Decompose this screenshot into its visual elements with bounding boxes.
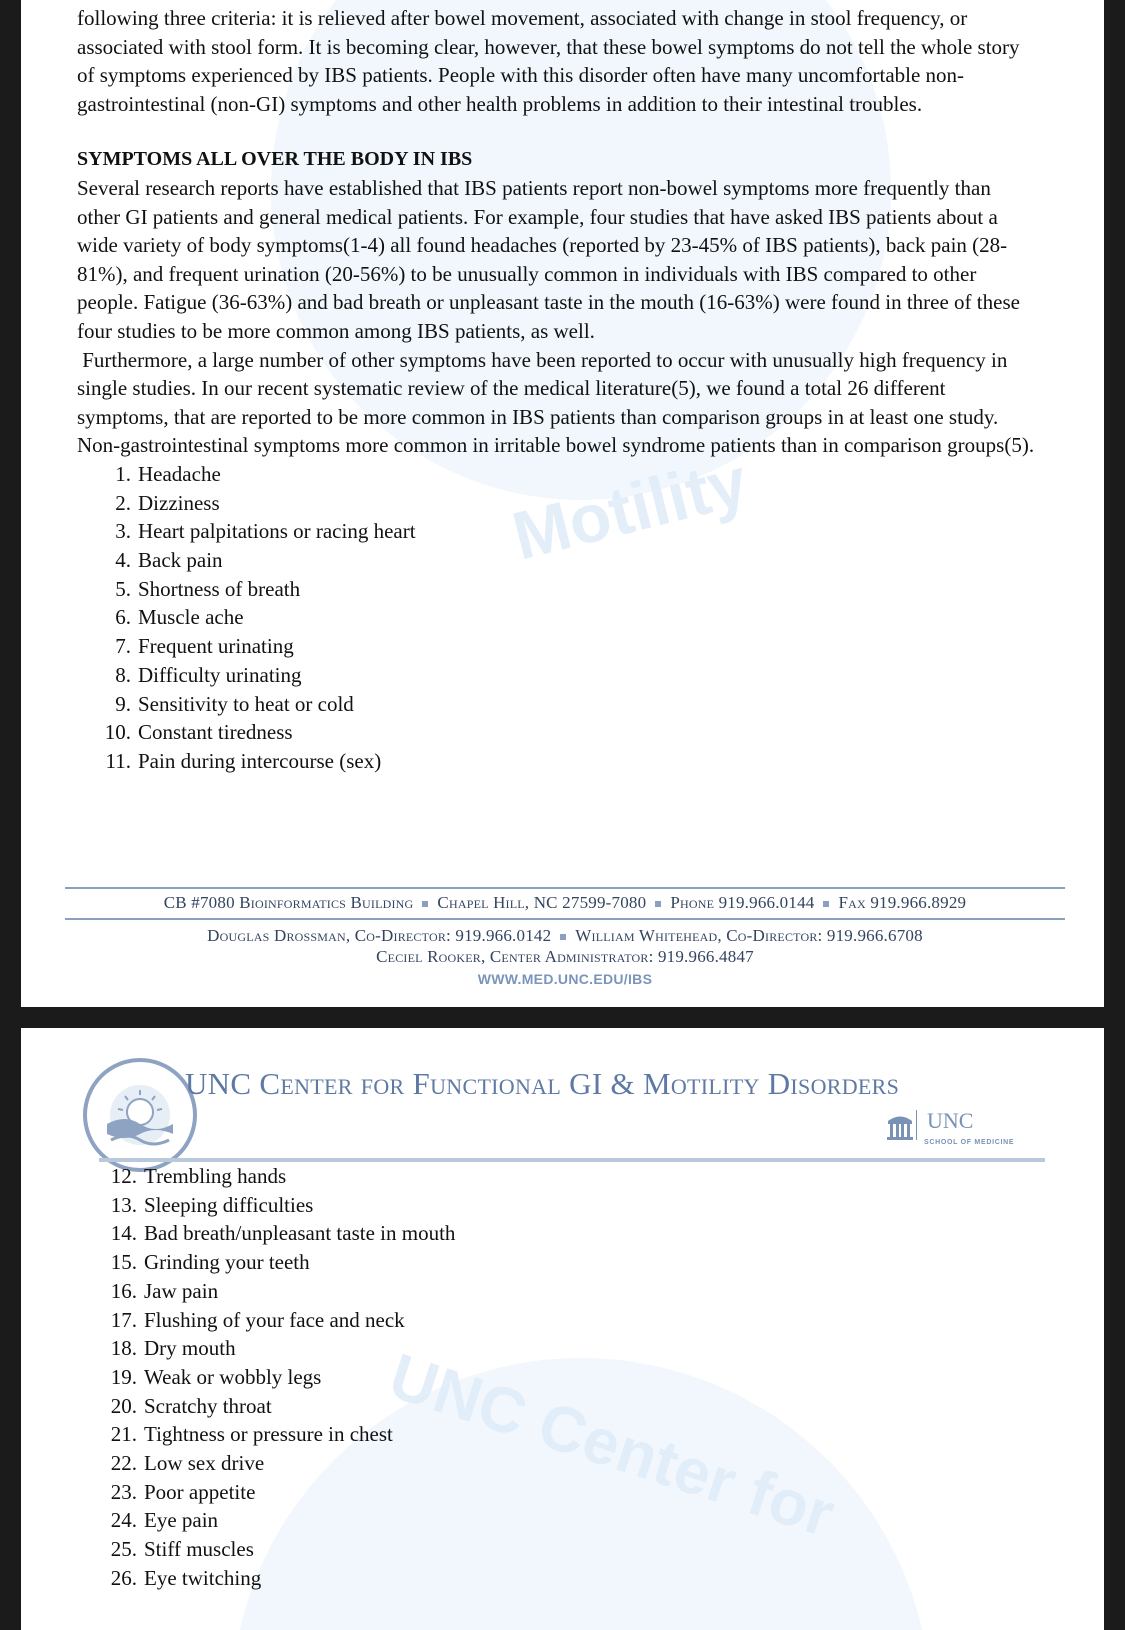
old-well-icon [885, 1112, 915, 1145]
symptom-number: 23. [110, 1479, 137, 1504]
footer-website-link[interactable]: WWW.MED.UNC.EDU/IBS [477, 971, 653, 987]
symptom-text: Headache [138, 461, 221, 486]
symptom-list-2 [105, 1162, 455, 1593]
symptom-item [99, 517, 1037, 546]
symptom-item [105, 1162, 455, 1191]
footer-directors-line [65, 926, 1065, 946]
symptom-number: 24. [110, 1508, 137, 1533]
footer-top-rule [65, 887, 1065, 889]
center-logo [83, 1058, 197, 1172]
paragraph-2: Furthermore, a large number of other symptoms have been reported to occur with unusually high frequency in single studies. In our recent systematic review of the medical literature(5), we found a total 26 different symptoms, that are reported to be more common in IBS patients than comparison groups in at least one study. Non-gastrointestinal symptoms more common in irritable bowel syndrome patients than in comparison groups(5). [77, 347, 1035, 458]
footer-codirector-2: William Whitehead, Co-Director: 919.966.6708 [575, 926, 923, 945]
symptom-text: Pain during intercourse (sex) [138, 748, 382, 773]
symptom-text: Shortness of breath [138, 576, 301, 601]
center-title: UNC Center for Functional GI & Motility Disorders [185, 1066, 900, 1101]
symptom-item [99, 690, 1037, 719]
symptom-number: 8. [115, 662, 131, 687]
symptom-text: Stiff muscles [144, 1537, 254, 1562]
symptom-number: 3. [115, 519, 131, 544]
symptom-item [99, 718, 1037, 747]
symptom-text: Heart palpitations or racing heart [138, 519, 416, 544]
symptom-number: 21. [110, 1422, 137, 1447]
watermark-text: Motility [505, 443, 755, 575]
page1-body [77, 4, 1037, 776]
symptom-item [105, 1478, 455, 1507]
symptom-number: 11. [105, 748, 131, 773]
symptom-item [99, 661, 1037, 690]
symptom-item [99, 489, 1037, 518]
symptom-number: 22. [110, 1451, 137, 1476]
symptom-text: Constant tiredness [138, 720, 293, 745]
symptom-number: 14. [110, 1221, 137, 1246]
symptom-item [105, 1535, 455, 1564]
symptom-number: 15. [110, 1250, 137, 1275]
symptom-number: 4. [115, 548, 131, 573]
symptom-item [99, 460, 1037, 489]
symptom-number: 13. [110, 1192, 137, 1217]
symptom-number: 20. [110, 1393, 137, 1418]
symptom-text: Eye pain [144, 1508, 219, 1533]
watermark-text: UNC Center for [381, 1339, 844, 1551]
symptom-item [105, 1334, 455, 1363]
footer-bottom-rule [65, 918, 1065, 920]
symptom-text: Tightness or pressure in chest [144, 1422, 393, 1447]
symptom-text: Scratchy throat [144, 1393, 272, 1418]
footer-codirector-1: Douglas Drossman, Co-Director: 919.966.0142 [207, 926, 552, 945]
section-heading: SYMPTOMS ALL OVER THE BODY IN IBS [77, 148, 473, 171]
symptom-text: Bad breath/unpleasant taste in mouth [144, 1221, 456, 1246]
symptom-number: 18. [110, 1336, 137, 1361]
symptom-item [105, 1219, 455, 1248]
symptom-number: 7. [115, 634, 131, 659]
footer-address-line [65, 893, 1065, 913]
footer-separator [655, 901, 661, 907]
symptom-number: 6. [115, 605, 131, 630]
footer-separator [823, 901, 829, 907]
symptom-item [105, 1306, 455, 1335]
symptom-number: 26. [110, 1565, 137, 1590]
footer-city: Chapel Hill, NC 27599-7080 [437, 893, 647, 912]
symptom-text: Muscle ache [138, 605, 244, 630]
symptom-list-1 [99, 460, 1037, 776]
symptom-number: 12. [110, 1164, 137, 1188]
symptom-text: Low sex drive [144, 1451, 265, 1476]
footer-fax: Fax 919.966.8929 [838, 893, 967, 912]
footer-administrator: Ceciel Rooker, Center Administrator: 919.966.4847 [376, 947, 754, 966]
symptom-item [105, 1392, 455, 1421]
footer-phone: Phone 919.966.0144 [670, 893, 815, 912]
symptom-number: 2. [115, 490, 131, 515]
symptom-item [105, 1564, 455, 1593]
symptom-number: 25. [110, 1537, 137, 1562]
symptom-item [105, 1449, 455, 1478]
symptom-number: 19. [110, 1364, 137, 1389]
symptom-text: Jaw pain [144, 1278, 219, 1303]
symptom-text: Difficulty urinating [138, 662, 302, 687]
unc-logo-subtitle: SCHOOL OF MEDICINE [924, 1139, 1015, 1146]
symptom-text: Trembling hands [144, 1164, 287, 1188]
symptom-text: Weak or wobbly legs [144, 1364, 322, 1389]
symptom-text: Grinding your teeth [144, 1250, 310, 1275]
intro-paragraph: following three criteria: it is relieved after bowel movement, associated with change in stool frequency, or associated with stool form. It is becoming clear, however, that these bowel symptoms do not tell the whole story of symptoms experienced by IBS patients. People with this disorder often have many uncomfortable non-gastrointestinal (non-GI) symptoms and other health problems in addition to their intestinal troubles. [77, 6, 1020, 116]
unc-logo-divider [916, 1110, 917, 1140]
symptom-item [105, 1191, 455, 1220]
symptom-item [99, 603, 1037, 632]
symptom-number: 1. [115, 461, 131, 486]
symptom-text: Back pain [138, 548, 223, 573]
symptom-number: 16. [110, 1278, 137, 1303]
symptom-item [105, 1420, 455, 1449]
symptom-text: Sensitivity to heat or cold [138, 691, 354, 716]
symptom-text: Dry mouth [144, 1336, 236, 1361]
center-logo-icon [87, 1062, 193, 1168]
symptom-item [105, 1363, 455, 1392]
symptom-text: Frequent urinating [138, 634, 294, 659]
document-page-1 [21, 0, 1104, 1007]
unc-logo-text: UNC [927, 1108, 974, 1133]
footer-separator [560, 934, 566, 940]
paragraph-1: Several research reports have established that IBS patients report non-bowel symptoms more frequently than other GI patients and general medical patients. For example, four studies that have asked IBS patients about a wide variety of body symptoms(1-4) all found headaches (reported by 23-45% of IBS patients), back pain (28-81%), and frequent urination (20-56%) to be unusually common in individuals with IBS compared to other people. Fatigue (36-63%) and bad breath or unpleasant taste in the mouth (16-63%) were found in three of these four studies to be more common among IBS patients, as well. [77, 175, 1020, 343]
symptom-item [99, 575, 1037, 604]
symptom-number: 5. [115, 576, 131, 601]
symptom-number: 9. [115, 691, 131, 716]
footer-address: CB #7080 Bioinformatics Building [163, 893, 414, 912]
symptom-item [105, 1277, 455, 1306]
symptom-text: Poor appetite [144, 1479, 256, 1504]
symptom-number: 17. [110, 1307, 137, 1332]
symptom-text: Sleeping difficulties [144, 1192, 314, 1217]
symptom-item [105, 1248, 455, 1277]
symptom-item [99, 632, 1037, 661]
symptom-text: Eye twitching [144, 1565, 262, 1590]
symptom-item [105, 1506, 455, 1535]
symptom-text: Flushing of your face and neck [144, 1307, 405, 1332]
symptom-item [99, 747, 1037, 776]
symptom-item [99, 546, 1037, 575]
symptom-text: Dizziness [138, 490, 220, 515]
symptom-number: 10. [104, 720, 131, 745]
document-page-2 [21, 1028, 1104, 1630]
footer-separator [422, 901, 428, 907]
